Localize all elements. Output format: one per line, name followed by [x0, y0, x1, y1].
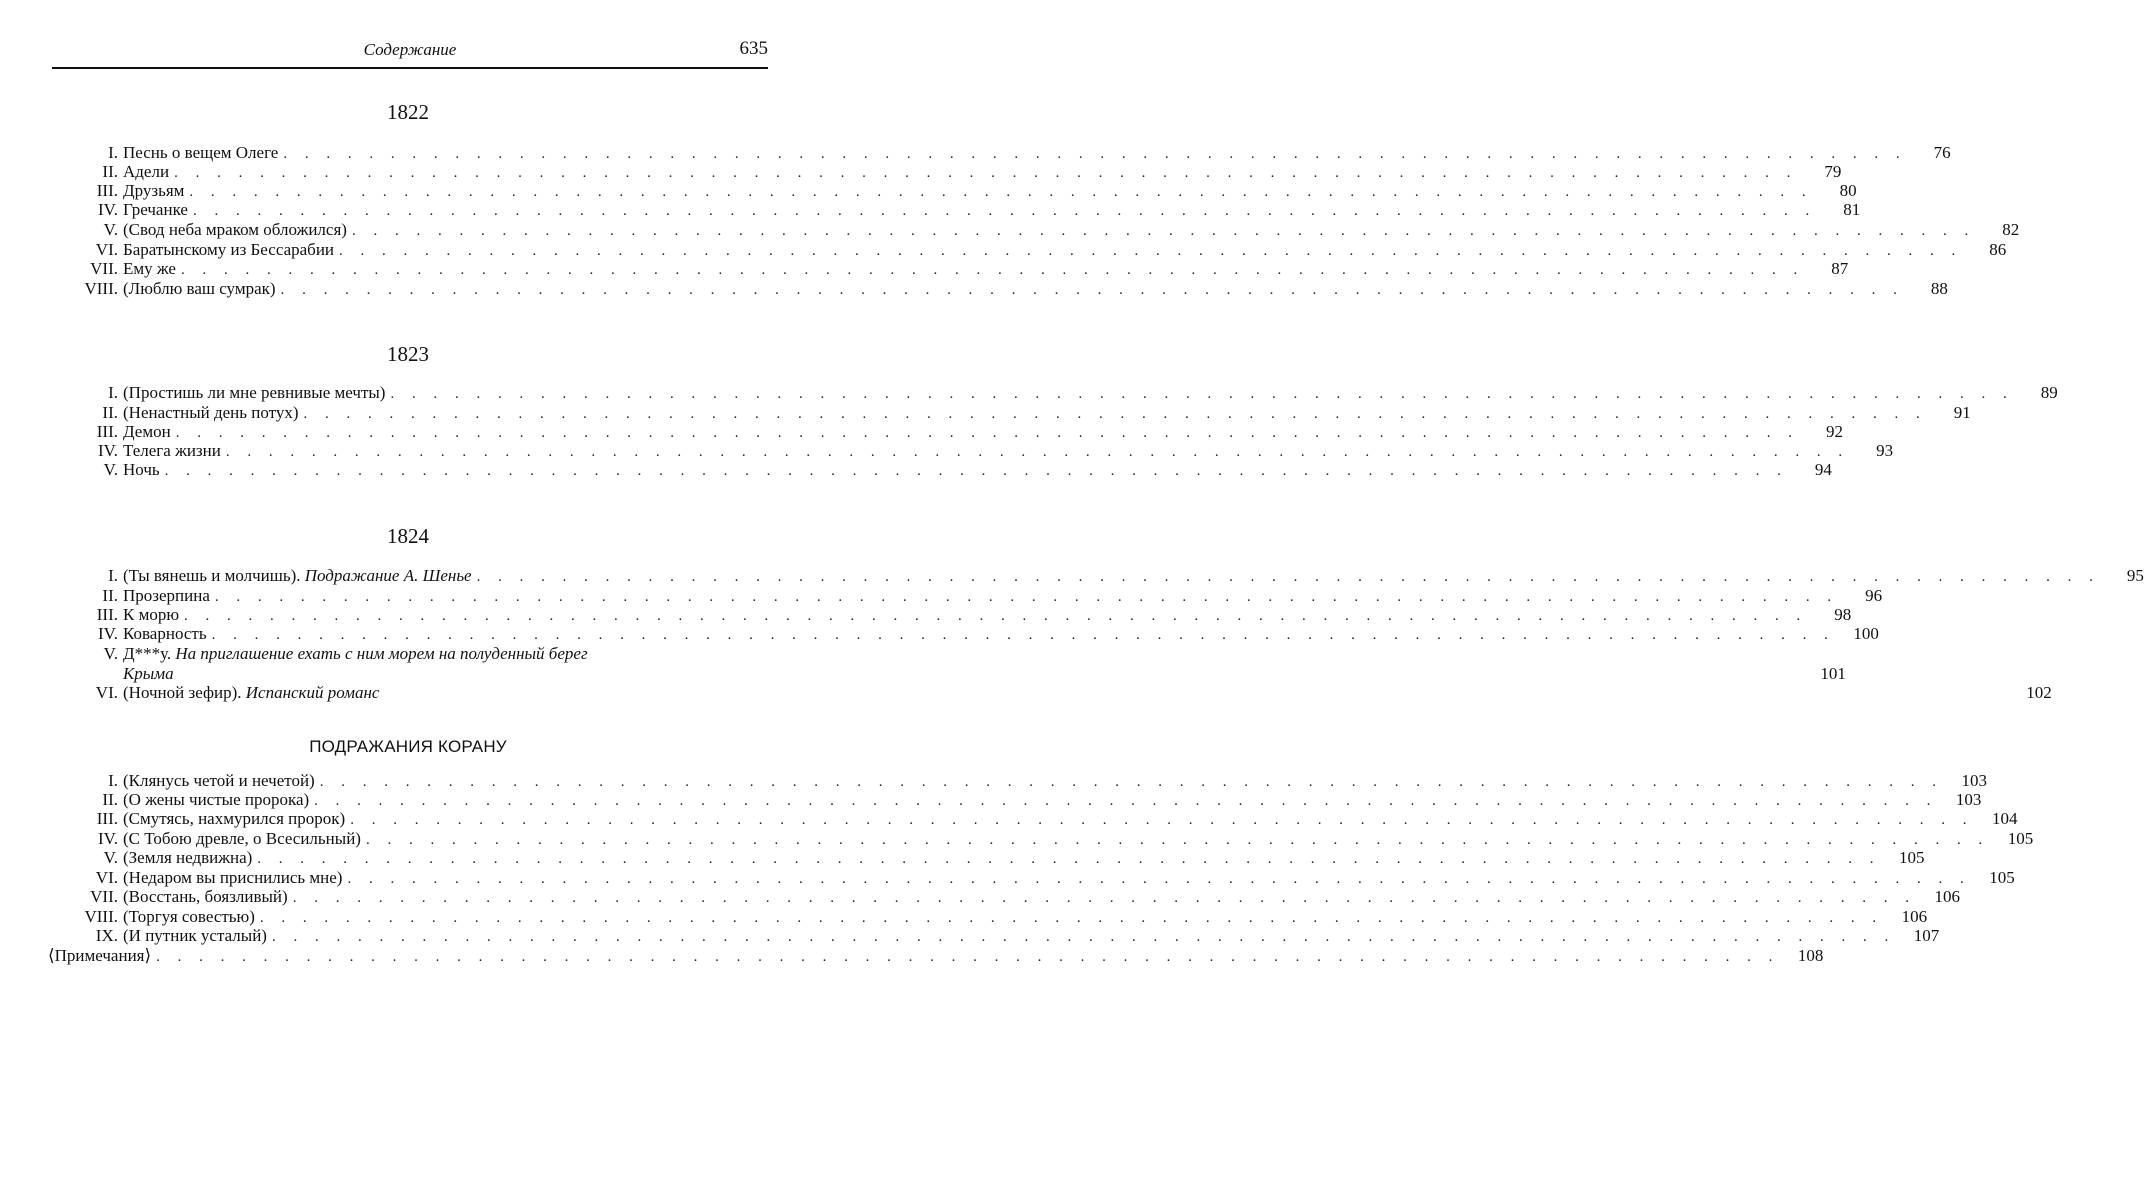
entry-page: 101	[1820, 664, 1846, 683]
dot-leader: . . . . . . . . . . . . . . . . . . . . . . . . . . . . . . . . . . . . . . . . . . . . . . . . . . . . . . . . . . . . . . . . . . . . . . . . . . . .	[259, 910, 1884, 926]
toc-entry[interactable]	[0, 403, 1971, 423]
entry-title: (Ты вянешь и молчишь).	[123, 566, 301, 585]
entry-title: (Люблю ваш сумрак)	[123, 279, 276, 298]
dot-leader: . . . . . . . . . . . . . . . . . . . . . . . . . . . . . . . . . . . . . . . . . . . . . . . . . . . . . . . . . . . . . . . . . . . . . . . . . . . .	[164, 463, 1788, 479]
entry-number: I.	[108, 383, 118, 402]
dot-leader: . . . . . . . . . . . . . . . . . . . . . . . . . . . . . . . . . . . . . . . . . . . . . . . . . . . . . . . . . . . . . . . . . . . . . . . . . . . .	[156, 949, 1780, 965]
entry-number: IV.	[98, 441, 118, 460]
entry-title: (Торгуя совестью)	[123, 907, 255, 926]
toc-entry[interactable]	[0, 460, 1832, 480]
entry-title: Коварность	[123, 624, 207, 643]
dot-leader: . . . . . . . . . . . . . . . . . . . . . . . . . . . . . . . . . . . . . . . . . . . . . . . . . . . . . . . . . . . . . . . . . . . . . . . . . . . .	[319, 774, 1943, 790]
entry-number: VII.	[90, 887, 118, 906]
dot-leader: . . . . . . . . . . . . . . . . . . . . . . . . . . . . . . . . . . . . . . . . . . . . . . . . . . . . . . . . . . . . . . . . . . . . . . . . . . . .	[174, 165, 1798, 181]
dot-leader: . . . . . . . . . . . . . . . . . . . . . . . . . . . . . . . . . . . . . . . . . . . . . . . . . . . . . . . . . . . . . . . . . . . . . . . . . . . .	[339, 243, 1963, 259]
dot-leader: . . . . . . . . . . . . . . . . . . . . . . . . . . . . . . . . . . . . . . . . . . . . . . . . . . . . . . . . . . . . . . . . . . . . . . . . . . . .	[271, 929, 1896, 945]
entry-number: V.	[103, 848, 118, 867]
entry-title: Ему же	[123, 259, 176, 278]
dot-leader: . . . . . . . . . . . . . . . . . . . . . . . . . . . . . . . . . . . . . . . . . . . . . . . . . . . . . . . . . . . . . . . . . . . . . . . . . . . .	[214, 589, 1839, 605]
entry-page: 103	[1955, 790, 1982, 809]
entry-title: (С Тобою древле, о Всесильный)	[123, 829, 361, 848]
dot-leader: . . . . . . . . . . . . . . . . . . . . . . . . . . . . . . . . . . . . . . . . . . . . . . . . . . . . . . . . . . . . . . . . . . . . . . . . . . . .	[390, 386, 2014, 402]
entry-number: IV.	[98, 624, 118, 643]
entry-number: II.	[102, 403, 118, 422]
dot-leader: . . . . . . . . . . . . . . . . . . . . . . . . . . . . . . . . . . . . . . . . . . . . . . . . . . . . . . . . . . . . . . . . . . . . . . . . . . . .	[283, 146, 1907, 162]
entry-subtitle: На приглашение ехать с ним морем на полуденный берег	[175, 644, 588, 663]
entry-number: III.	[96, 605, 118, 624]
entry-number: V.	[103, 644, 118, 663]
entry-title: (Простишь ли мне ревнивые мечты)	[123, 383, 386, 402]
toc-entry-wrapped-second-line[interactable]	[0, 664, 1846, 684]
dot-leader: . . . . . . . . . . . . . . . . . . . . . . . . . . . . . . . . . . . . . . . . . . . . . . . . . . . . . . . . . . . . . . . . . . . . . . . . . . . .	[351, 223, 1976, 239]
toc-entry[interactable]	[0, 771, 1987, 791]
toc-entry[interactable]	[0, 829, 2034, 849]
entry-subtitle: Испанский романс	[245, 683, 380, 702]
toc-entry-wrapped-first-line[interactable]	[0, 644, 768, 664]
entry-number: I.	[108, 566, 118, 585]
entry-page: 86	[1989, 240, 2007, 259]
entry-page: 76	[1933, 143, 1951, 162]
entry-page: 102	[2026, 683, 2052, 702]
toc-entry[interactable]	[0, 383, 2058, 403]
entry-title: Прозерпина	[123, 586, 210, 605]
entry-subtitle: Подражание А. Шенье	[304, 566, 472, 585]
entry-title: (Ненастный день потух)	[123, 403, 299, 422]
toc-entry[interactable]	[0, 624, 1879, 644]
entry-title: (Ночной зефир).	[123, 683, 242, 702]
entry-page: 82	[2002, 220, 2020, 239]
section-heading-1823: 1823	[387, 342, 429, 366]
toc-entry[interactable]	[0, 868, 2015, 888]
entry-number: II.	[102, 790, 118, 809]
dot-leader: . . . . . . . . . . . . . . . . . . . . . . . . . . . . . . . . . . . . . . . . . . . . . . . . . . . . . . . . . . . . . . . . . . . . . . . . . . . .	[257, 851, 1881, 867]
entry-page: 91	[1953, 403, 1971, 422]
dot-leader: . . . . . . . . . . . . . . . . . . . . . . . . . . . . . . . . . . . . . . . . . . . . . . . . . . . . . . . . . . . . . . . . . . . . . . . . . . . .	[292, 890, 1916, 906]
entry-number: III.	[96, 422, 118, 441]
entry-number: VII.	[90, 259, 118, 278]
entry-page: 106	[1934, 887, 1960, 906]
entry-title: Адели	[123, 162, 170, 181]
entry-title: (Недаром вы приснились мне)	[123, 868, 343, 887]
section-heading-1822: 1822	[387, 100, 429, 124]
section-heading-koran: ПОДРАЖАНИЯ КОРАНУ	[309, 737, 507, 756]
dot-leader: . . . . . . . . . . . . . . . . . . . . . . . . . . . . . . . . . . . . . . . . . . . . . . . . . . . . . . . . . . . . . . . . . . . . . . . . . . . .	[347, 871, 1971, 887]
entry-subtitle-continuation: Крыма	[123, 664, 174, 683]
entry-page: 107	[1913, 926, 1940, 945]
dot-leader: . . . . . . . . . . . . . . . . . . . . . . . . . . . . . . . . . . . . . . . . . . . . . . . . . . . . . . . . . . . . . . . . . . . . . . . . . . . .	[225, 444, 1850, 460]
toc-entry[interactable]	[0, 441, 1894, 461]
entry-page: 98	[1834, 605, 1852, 624]
entry-number: III.	[96, 181, 118, 200]
dot-leader: . . . . . . . . . . . . . . . . . . . . . . . . . . . . . . . . . . . . . . . . . . . . . . . . . . . . . . . . . . . . . . . . . . . . . . . . . . . .	[303, 406, 1927, 422]
toc-entry[interactable]	[0, 926, 1940, 946]
entry-title: (О жены чистые пророка)	[123, 790, 310, 809]
entry-page: 88	[1930, 279, 1948, 298]
toc-entry[interactable]	[0, 848, 1925, 868]
toc-entry[interactable]	[0, 422, 1843, 442]
entry-page: 105	[2007, 829, 2034, 848]
entry-number: IV.	[98, 200, 118, 219]
entry-number: IX.	[95, 926, 118, 945]
entry-number: V.	[103, 220, 118, 239]
page-number: 635	[739, 38, 768, 59]
entry-title: (Свод неба мраком обложился)	[123, 220, 347, 239]
entry-page: 95	[2126, 566, 2144, 585]
entry-number: VI.	[95, 683, 118, 702]
toc-entry[interactable]	[0, 566, 2144, 586]
entry-number: VIII.	[84, 907, 118, 926]
entry-number: II.	[102, 586, 118, 605]
entry-title: Баратынскому из Бессарабии	[123, 240, 335, 259]
toc-entry[interactable]	[0, 887, 1960, 907]
toc-entry[interactable]	[0, 220, 2020, 240]
entry-title: (Земля недвижна)	[123, 848, 253, 867]
toc-entry[interactable]	[0, 200, 1861, 220]
entry-page: 92	[1825, 422, 1843, 441]
dot-leader: . . . . . . . . . . . . . . . . . . . . . . . . . . . . . . . . . . . . . . . . . . . . . . . . . . . . . . . . . . . . . . . . . . . . . . . . . . . .	[189, 184, 1813, 200]
entry-page: 106	[1901, 907, 1928, 926]
entry-title: (Смутясь, нахмурился пророк)	[123, 809, 346, 828]
entry-page: 103	[1961, 771, 1987, 790]
dot-leader: . . . . . . . . . . . . . . . . . . . . . . . . . . . . . . . . . . . . . . . . . . . . . . . . . . . . . . . . . . . . . . . . . . . . . . . . . . . .	[211, 627, 1835, 643]
header-rule	[52, 67, 768, 69]
entry-number: I.	[108, 143, 118, 162]
toc-entry[interactable]	[0, 259, 1849, 279]
entry-page: 87	[1831, 259, 1849, 278]
entry-title: К морю	[123, 605, 180, 624]
entry-page: 104	[1991, 809, 2018, 828]
entry-number: II.	[102, 162, 118, 181]
entry-title: Телега жизни	[123, 441, 221, 460]
dot-leader: . . . . . . . . . . . . . . . . . . . . . . . . . . . . . . . . . . . . . . . . . . . . . . . . . . . . . . . . . . . . . . . . . . . . . . . . . . . .	[180, 262, 1805, 278]
entry-page: 81	[1843, 200, 1861, 219]
toc-entry[interactable]	[0, 240, 2007, 260]
toc-entry[interactable]	[0, 809, 2018, 829]
entry-number: VI.	[95, 240, 118, 259]
entry-title: Д***у.	[123, 644, 172, 663]
dot-leader: . . . . . . . . . . . . . . . . . . . . . . . . . . . . . . . . . . . . . . . . . . . . . . . . . . . . . . . . . . . . . . . . . . . . . . . . . . . .	[314, 793, 1938, 809]
running-head	[52, 36, 768, 66]
dot-leader: . . . . . . . . . . . . . . . . . . . . . . . . . . . . . . . . . . . . . . . . . . . . . . . . . . . . . . . . . . . . . . . . . . . . . . . . . . . .	[175, 425, 1799, 441]
entry-title: Ночь	[123, 460, 160, 479]
toc-entry[interactable]	[0, 181, 1857, 201]
entry-page: 89	[2040, 383, 2058, 402]
dot-leader: . . . . . . . . . . . . . . . . . . . . . . . . . . . . . . . . . . . . . . . . . . . . . . . . . . . . . . . . . . . . . . . . . . . . . . . . . . . .	[476, 569, 2100, 585]
entry-page: 100	[1853, 624, 1879, 643]
entry-page: 96	[1865, 586, 1883, 605]
dot-leader: . . . . . . . . . . . . . . . . . . . . . . . . . . . . . . . . . . . . . . . . . . . . . . . . . . . . . . . . . . . . . . . . . . . . . . . . . . . .	[280, 282, 1904, 298]
entry-title: Друзьям	[123, 181, 185, 200]
entry-title: (Восстань, боязливый)	[123, 887, 288, 906]
toc-entry[interactable]	[0, 907, 1928, 927]
entry-page: 108	[1797, 946, 1824, 965]
toc-entry-notes[interactable]	[0, 946, 1824, 966]
entry-number: I.	[108, 771, 118, 790]
dot-leader: . . . . . . . . . . . . . . . . . . . . . . . . . . . . . . . . . . . . . . . . . . . . . . . . . . . . . . . . . . . . . . . . . . . . . . . . . . . .	[350, 812, 1974, 828]
toc-entry[interactable]	[0, 683, 2052, 703]
toc-entry[interactable]	[0, 279, 1948, 299]
toc-entry[interactable]	[0, 790, 1982, 810]
entry-number: III.	[96, 809, 118, 828]
section-heading-1824: 1824	[387, 524, 429, 548]
toc-entry[interactable]	[0, 605, 1852, 625]
entry-title: (Клянусь четой и нечетой)	[123, 771, 315, 790]
toc-entry[interactable]	[0, 586, 1883, 606]
entry-number: IV.	[98, 829, 118, 848]
entry-page: 80	[1839, 181, 1857, 200]
entry-title: (И путник усталый)	[123, 926, 267, 945]
entry-number: VI.	[95, 868, 118, 887]
toc-entry[interactable]	[0, 143, 1951, 163]
entry-number: VIII.	[84, 279, 118, 298]
entry-page: 79	[1824, 162, 1842, 181]
running-title: Содержание	[363, 40, 457, 59]
entry-number: V.	[103, 460, 118, 479]
entry-page: 105	[1989, 868, 2015, 887]
entry-page: 93	[1876, 441, 1894, 460]
dot-leader: . . . . . . . . . . . . . . . . . . . . . . . . . . . . . . . . . . . . . . . . . . . . . . . . . . . . . . . . . . . . . . . . . . . . . . . . . . . .	[192, 203, 1817, 219]
entry-title: Песнь о вещем Олеге	[123, 143, 279, 162]
entry-page: 94	[1814, 460, 1832, 479]
toc-entry[interactable]	[0, 162, 1842, 182]
dot-leader: . . . . . . . . . . . . . . . . . . . . . . . . . . . . . . . . . . . . . . . . . . . . . . . . . . . . . . . . . . . . . . . . . . . . . . . . . . . .	[365, 832, 1990, 848]
entry-title: ⟨Примечания⟩	[48, 946, 152, 965]
entry-title: Демон	[123, 422, 171, 441]
entry-title: Гречанке	[123, 200, 188, 219]
dot-leader: . . . . . . . . . . . . . . . . . . . . . . . . . . . . . . . . . . . . . . . . . . . . . . . . . . . . . . . . . . . . . . . . . . . . . . . . . . . .	[184, 608, 1808, 624]
entry-page: 105	[1899, 848, 1925, 867]
